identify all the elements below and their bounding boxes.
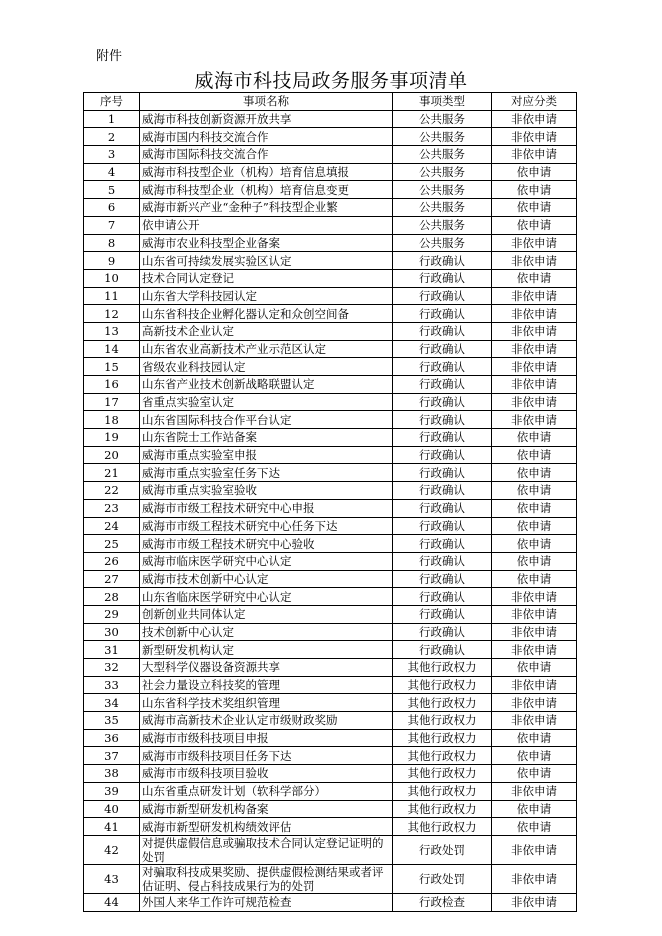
row-item-name: 威海市市级工程技术研究中心任务下达 bbox=[140, 517, 393, 535]
row-category: 非依申请 bbox=[492, 712, 577, 730]
row-index: 40 bbox=[84, 800, 140, 818]
row-index: 14 bbox=[84, 340, 140, 358]
row-item-type: 公共服务 bbox=[393, 216, 492, 234]
table-row bbox=[84, 552, 577, 570]
row-item-name: 山东省院士工作站备案 bbox=[140, 429, 393, 447]
row-index: 43 bbox=[84, 864, 140, 893]
row-category: 非依申请 bbox=[492, 411, 577, 429]
table-row bbox=[84, 747, 577, 765]
row-item-name: 创新创业共同体认定 bbox=[140, 605, 393, 623]
row-item-name: 山东省农业高新技术产业示范区认定 bbox=[140, 340, 393, 358]
row-item-type: 行政检查 bbox=[393, 893, 492, 911]
row-index: 26 bbox=[84, 552, 140, 570]
row-item-name: 高新技术企业认定 bbox=[140, 322, 393, 340]
row-item-type: 行政确认 bbox=[393, 305, 492, 323]
row-category: 依申请 bbox=[492, 535, 577, 553]
row-category: 非依申请 bbox=[492, 322, 577, 340]
row-item-type: 其他行政权力 bbox=[393, 765, 492, 783]
row-item-name: 威海市临床医学研究中心认定 bbox=[140, 552, 393, 570]
table-row bbox=[84, 340, 577, 358]
row-index: 15 bbox=[84, 358, 140, 376]
row-category: 依申请 bbox=[492, 729, 577, 747]
table-row bbox=[84, 893, 577, 911]
row-item-type: 其他行政权力 bbox=[393, 729, 492, 747]
row-index: 20 bbox=[84, 446, 140, 464]
row-item-type: 其他行政权力 bbox=[393, 782, 492, 800]
row-index: 25 bbox=[84, 535, 140, 553]
row-item-type: 行政确认 bbox=[393, 535, 492, 553]
row-item-type: 行政确认 bbox=[393, 588, 492, 606]
row-index: 28 bbox=[84, 588, 140, 606]
row-item-name: 威海市市级工程技术研究中心验收 bbox=[140, 535, 393, 553]
row-item-type: 其他行政权力 bbox=[393, 818, 492, 836]
row-item-name: 技术创新中心认定 bbox=[140, 623, 393, 641]
row-item-name: 威海市重点实验室任务下达 bbox=[140, 464, 393, 482]
row-item-name: 威海市国内科技交流合作 bbox=[140, 128, 393, 146]
service-items-table bbox=[83, 92, 577, 912]
row-item-type: 行政确认 bbox=[393, 340, 492, 358]
row-item-type: 行政确认 bbox=[393, 499, 492, 517]
row-index: 31 bbox=[84, 641, 140, 659]
table-row bbox=[84, 446, 577, 464]
row-category: 依申请 bbox=[492, 659, 577, 677]
table-row bbox=[84, 199, 577, 217]
table-row bbox=[84, 252, 577, 270]
row-category: 非依申请 bbox=[492, 893, 577, 911]
table-row bbox=[84, 146, 577, 164]
row-category: 非依申请 bbox=[492, 358, 577, 376]
document-title: 威海市科技局政务服务事项清单 bbox=[194, 70, 468, 92]
row-category: 非依申请 bbox=[492, 641, 577, 659]
row-item-type: 行政确认 bbox=[393, 322, 492, 340]
row-item-name: 山东省可持续发展实验区认定 bbox=[140, 252, 393, 270]
row-item-type: 行政确认 bbox=[393, 623, 492, 641]
row-index: 12 bbox=[84, 305, 140, 323]
table-row bbox=[84, 800, 577, 818]
row-item-name: 威海市市级科技项目验收 bbox=[140, 765, 393, 783]
row-index: 22 bbox=[84, 482, 140, 500]
table-row bbox=[84, 676, 577, 694]
row-index: 42 bbox=[84, 835, 140, 864]
row-item-type: 公共服务 bbox=[393, 128, 492, 146]
table-row bbox=[84, 181, 577, 199]
table-row bbox=[84, 234, 577, 252]
row-item-name: 对提供虚假信息或骗取技术合同认定登记证明的处罚 bbox=[140, 835, 393, 864]
table-header-row bbox=[84, 93, 577, 111]
row-item-type: 公共服务 bbox=[393, 234, 492, 252]
row-item-type: 行政确认 bbox=[393, 446, 492, 464]
row-category: 依申请 bbox=[492, 199, 577, 217]
row-index: 3 bbox=[84, 146, 140, 164]
row-index: 7 bbox=[84, 216, 140, 234]
row-category: 依申请 bbox=[492, 464, 577, 482]
row-category: 依申请 bbox=[492, 765, 577, 783]
row-item-name: 威海市技术创新中心认定 bbox=[140, 570, 393, 588]
row-category: 依申请 bbox=[492, 499, 577, 517]
row-item-type: 行政确认 bbox=[393, 269, 492, 287]
row-item-name: 山东省重点研发计划（软科学部分） bbox=[140, 782, 393, 800]
row-item-type: 行政确认 bbox=[393, 411, 492, 429]
attachment-label: 附件 bbox=[96, 49, 123, 64]
row-item-type: 公共服务 bbox=[393, 110, 492, 128]
row-category: 依申请 bbox=[492, 552, 577, 570]
row-item-name: 山东省国际科技合作平台认定 bbox=[140, 411, 393, 429]
row-item-name: 新型研发机构认定 bbox=[140, 641, 393, 659]
table-row bbox=[84, 269, 577, 287]
row-category: 非依申请 bbox=[492, 305, 577, 323]
table-row bbox=[84, 411, 577, 429]
row-item-name: 威海市科技创新资源开放共享 bbox=[140, 110, 393, 128]
row-index: 29 bbox=[84, 605, 140, 623]
row-item-type: 行政处罚 bbox=[393, 835, 492, 864]
row-item-type: 行政确认 bbox=[393, 482, 492, 500]
row-item-name: 大型科学仪器设备资源共享 bbox=[140, 659, 393, 677]
row-category: 非依申请 bbox=[492, 588, 577, 606]
row-item-type: 行政确认 bbox=[393, 287, 492, 305]
row-item-name: 依申请公开 bbox=[140, 216, 393, 234]
row-index: 5 bbox=[84, 181, 140, 199]
row-category: 非依申请 bbox=[492, 252, 577, 270]
table-row bbox=[84, 623, 577, 641]
row-index: 41 bbox=[84, 818, 140, 836]
row-index: 34 bbox=[84, 694, 140, 712]
row-index: 4 bbox=[84, 163, 140, 181]
table-row bbox=[84, 216, 577, 234]
row-item-type: 公共服务 bbox=[393, 181, 492, 199]
row-index: 6 bbox=[84, 199, 140, 217]
row-item-type: 其他行政权力 bbox=[393, 800, 492, 818]
table-row bbox=[84, 588, 577, 606]
table-row bbox=[84, 864, 577, 893]
table-row bbox=[84, 393, 577, 411]
row-category: 非依申请 bbox=[492, 340, 577, 358]
row-index: 18 bbox=[84, 411, 140, 429]
row-category: 依申请 bbox=[492, 269, 577, 287]
row-index: 17 bbox=[84, 393, 140, 411]
row-category: 依申请 bbox=[492, 446, 577, 464]
table-row bbox=[84, 376, 577, 394]
row-category: 非依申请 bbox=[492, 605, 577, 623]
row-index: 19 bbox=[84, 429, 140, 447]
header-item-name: 事项名称 bbox=[140, 93, 393, 111]
row-category: 依申请 bbox=[492, 429, 577, 447]
row-item-name: 对骗取科技成果奖励、提供虚假检测结果或者评估证明、侵占科技成果行为的处罚 bbox=[140, 864, 393, 893]
row-item-type: 行政确认 bbox=[393, 517, 492, 535]
row-index: 1 bbox=[84, 110, 140, 128]
table-row bbox=[84, 163, 577, 181]
row-index: 11 bbox=[84, 287, 140, 305]
row-category: 非依申请 bbox=[492, 234, 577, 252]
table-row bbox=[84, 499, 577, 517]
row-item-name: 威海市市级工程技术研究中心申报 bbox=[140, 499, 393, 517]
row-category: 依申请 bbox=[492, 800, 577, 818]
row-item-type: 行政确认 bbox=[393, 552, 492, 570]
row-index: 32 bbox=[84, 659, 140, 677]
row-index: 37 bbox=[84, 747, 140, 765]
row-index: 35 bbox=[84, 712, 140, 730]
row-category: 依申请 bbox=[492, 570, 577, 588]
row-item-name: 威海市农业科技型企业备案 bbox=[140, 234, 393, 252]
row-item-type: 其他行政权力 bbox=[393, 747, 492, 765]
row-index: 10 bbox=[84, 269, 140, 287]
row-category: 非依申请 bbox=[492, 676, 577, 694]
table-row bbox=[84, 659, 577, 677]
header-index: 序号 bbox=[84, 93, 140, 111]
row-item-type: 行政确认 bbox=[393, 252, 492, 270]
header-category: 对应分类 bbox=[492, 93, 577, 111]
table-row bbox=[84, 287, 577, 305]
row-category: 依申请 bbox=[492, 747, 577, 765]
row-category: 非依申请 bbox=[492, 782, 577, 800]
row-item-name: 外国人来华工作许可规范检查 bbox=[140, 893, 393, 911]
row-index: 30 bbox=[84, 623, 140, 641]
row-category: 依申请 bbox=[492, 482, 577, 500]
row-category: 非依申请 bbox=[492, 376, 577, 394]
row-category: 依申请 bbox=[492, 216, 577, 234]
row-index: 2 bbox=[84, 128, 140, 146]
table-row bbox=[84, 570, 577, 588]
row-index: 39 bbox=[84, 782, 140, 800]
row-item-type: 行政确认 bbox=[393, 393, 492, 411]
row-item-type: 其他行政权力 bbox=[393, 712, 492, 730]
row-index: 24 bbox=[84, 517, 140, 535]
row-item-name: 山东省大学科技园认定 bbox=[140, 287, 393, 305]
table-row bbox=[84, 605, 577, 623]
row-item-type: 行政确认 bbox=[393, 605, 492, 623]
row-index: 38 bbox=[84, 765, 140, 783]
row-item-name: 威海市国际科技交流合作 bbox=[140, 146, 393, 164]
table-row bbox=[84, 818, 577, 836]
table-row bbox=[84, 128, 577, 146]
row-item-name: 威海市重点实验室申报 bbox=[140, 446, 393, 464]
table-row bbox=[84, 429, 577, 447]
row-item-name: 威海市市级科技项目申报 bbox=[140, 729, 393, 747]
table-row bbox=[84, 729, 577, 747]
row-item-name: 社会力量设立科技奖的管理 bbox=[140, 676, 393, 694]
row-item-name: 山东省科学技术奖组织管理 bbox=[140, 694, 393, 712]
row-item-name: 省重点实验室认定 bbox=[140, 393, 393, 411]
table-row bbox=[84, 482, 577, 500]
table-row bbox=[84, 694, 577, 712]
row-category: 非依申请 bbox=[492, 623, 577, 641]
row-item-type: 行政处罚 bbox=[393, 864, 492, 893]
row-item-type: 行政确认 bbox=[393, 641, 492, 659]
table-row bbox=[84, 712, 577, 730]
table-row bbox=[84, 517, 577, 535]
row-index: 9 bbox=[84, 252, 140, 270]
table-row bbox=[84, 464, 577, 482]
row-item-type: 其他行政权力 bbox=[393, 694, 492, 712]
row-item-name: 威海市新兴产业“金种子”科技型企业繁 bbox=[140, 199, 393, 217]
table-row bbox=[84, 765, 577, 783]
row-item-type: 行政确认 bbox=[393, 429, 492, 447]
row-category: 非依申请 bbox=[492, 128, 577, 146]
row-category: 非依申请 bbox=[492, 393, 577, 411]
row-item-name: 威海市新型研发机构绩效评估 bbox=[140, 818, 393, 836]
table-row bbox=[84, 305, 577, 323]
row-index: 33 bbox=[84, 676, 140, 694]
row-category: 依申请 bbox=[492, 818, 577, 836]
row-item-name: 威海市高新技术企业认定市级财政奖励 bbox=[140, 712, 393, 730]
table-body bbox=[84, 110, 577, 911]
row-item-name: 山东省科技企业孵化器认定和众创空间备 bbox=[140, 305, 393, 323]
row-item-type: 行政确认 bbox=[393, 358, 492, 376]
row-index: 36 bbox=[84, 729, 140, 747]
row-category: 依申请 bbox=[492, 163, 577, 181]
row-item-name: 山东省产业技术创新战略联盟认定 bbox=[140, 376, 393, 394]
table-row bbox=[84, 782, 577, 800]
table-row bbox=[84, 835, 577, 864]
row-category: 依申请 bbox=[492, 517, 577, 535]
row-category: 非依申请 bbox=[492, 287, 577, 305]
row-item-type: 公共服务 bbox=[393, 146, 492, 164]
row-index: 13 bbox=[84, 322, 140, 340]
row-item-type: 公共服务 bbox=[393, 199, 492, 217]
table-row bbox=[84, 322, 577, 340]
row-item-name: 威海市新型研发机构备案 bbox=[140, 800, 393, 818]
row-item-name: 威海市市级科技项目任务下达 bbox=[140, 747, 393, 765]
row-item-type: 行政确认 bbox=[393, 570, 492, 588]
row-item-type: 其他行政权力 bbox=[393, 676, 492, 694]
row-category: 非依申请 bbox=[492, 146, 577, 164]
row-index: 16 bbox=[84, 376, 140, 394]
row-index: 23 bbox=[84, 499, 140, 517]
header-item-type: 事项类型 bbox=[393, 93, 492, 111]
row-item-type: 其他行政权力 bbox=[393, 659, 492, 677]
row-item-type: 公共服务 bbox=[393, 163, 492, 181]
row-index: 8 bbox=[84, 234, 140, 252]
row-item-type: 行政确认 bbox=[393, 376, 492, 394]
row-item-name: 威海市重点实验室验收 bbox=[140, 482, 393, 500]
row-item-type: 行政确认 bbox=[393, 464, 492, 482]
row-category: 非依申请 bbox=[492, 864, 577, 893]
table-row bbox=[84, 110, 577, 128]
table-row bbox=[84, 641, 577, 659]
row-item-name: 威海市科技型企业（机构）培育信息填报 bbox=[140, 163, 393, 181]
row-category: 非依申请 bbox=[492, 694, 577, 712]
table-row bbox=[84, 535, 577, 553]
row-item-name: 技术合同认定登记 bbox=[140, 269, 393, 287]
row-category: 依申请 bbox=[492, 181, 577, 199]
row-index: 21 bbox=[84, 464, 140, 482]
table-row bbox=[84, 358, 577, 376]
row-index: 44 bbox=[84, 893, 140, 911]
row-item-name: 省级农业科技园认定 bbox=[140, 358, 393, 376]
row-index: 27 bbox=[84, 570, 140, 588]
row-item-name: 威海市科技型企业（机构）培育信息变更 bbox=[140, 181, 393, 199]
row-category: 非依申请 bbox=[492, 110, 577, 128]
row-item-name: 山东省临床医学研究中心认定 bbox=[140, 588, 393, 606]
row-category: 非依申请 bbox=[492, 835, 577, 864]
